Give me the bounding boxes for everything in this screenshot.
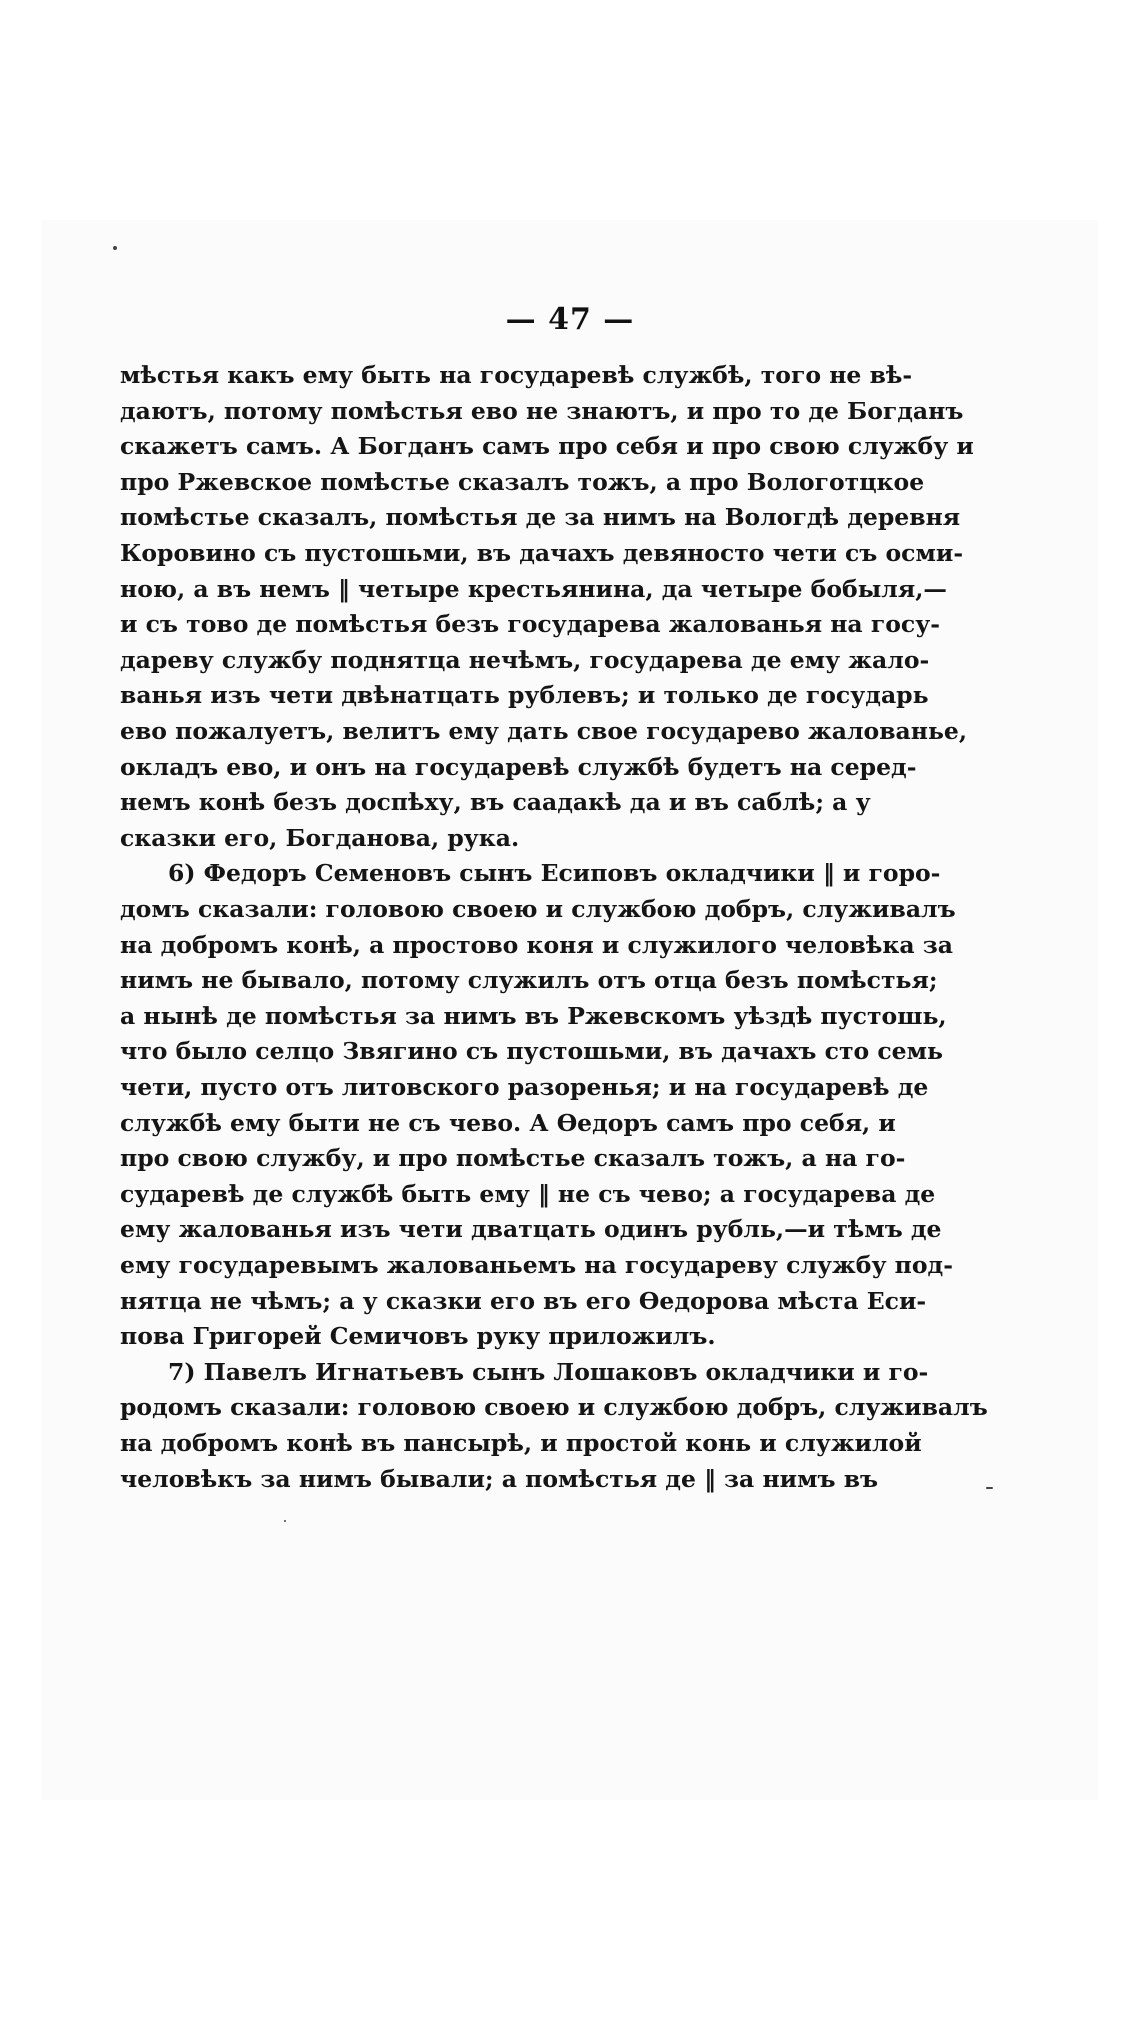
text-line: нятца не чѣмъ; а у сказки его въ его Ѳедорова мѣста Еси- — [120, 1287, 927, 1315]
text-line: дареву службу поднятца нечѣмъ, государева де ему жало- — [120, 646, 930, 674]
text-line: родомъ сказали: головою своею и службою добръ, служивалъ — [120, 1393, 988, 1421]
text-line: пова Григорей Семичовъ руку приложилъ. — [120, 1322, 716, 1350]
text-line: человѣкъ за нимъ бывали; а помѣстья де ‖ за нимъ въ — [120, 1465, 879, 1493]
text-line: ною, а въ немъ ‖ четыре крестьянина, да четыре бобыля,— — [120, 575, 947, 603]
scan-speck — [113, 246, 117, 250]
text-line: и съ тово де помѣстья безъ государева жалованья на госу- — [120, 610, 941, 638]
text-line: 6) Федоръ Семеновъ сынъ Есиповъ окладчики ‖ и горо- — [168, 859, 941, 887]
text-line: чети, пусто отъ литовского разоренья; и на государевѣ де — [120, 1073, 929, 1101]
text-line: про Ржевское помѣстье сказалъ тожъ, а про Вологотцкое — [120, 468, 925, 496]
text-line: на добромъ конѣ въ пансырѣ, и простой конь и служилой — [120, 1429, 922, 1457]
text-line: на добромъ конѣ, а простово коня и служилого человѣка за — [120, 931, 953, 959]
text-line: нимъ не бывало, потому служилъ отъ отца безъ помѣстья; — [120, 966, 938, 994]
scan-speck — [284, 1520, 286, 1522]
text-line: окладъ ево, и онъ на государевѣ службѣ будетъ на серед- — [120, 753, 917, 781]
text-line: ванья изъ чети двѣнатцать рублевъ; и только де государь — [120, 681, 929, 709]
text-line: домъ сказали: головою своею и службою добръ, служивалъ — [120, 895, 956, 923]
text-line: что было селцо Звягино съ пустошьми, въ дачахъ сто семь — [120, 1037, 943, 1065]
text-line: ево пожалуетъ, велитъ ему дать свое государево жалованье, — [120, 717, 968, 745]
text-line: ему государевымъ жалованьемъ на государеву службу под- — [120, 1251, 953, 1279]
text-line: помѣстье сказалъ, помѣстья де за нимъ на Вологдѣ деревня — [120, 503, 961, 531]
text-line: службѣ ему быти не съ чево. А Ѳедоръ самъ про себя, и — [120, 1109, 896, 1137]
text-line: 7) Павелъ Игнатьевъ сынъ Лошаковъ окладчики и го- — [168, 1358, 929, 1386]
text-line: про свою службу, и про помѣстье сказалъ тожъ, а на го- — [120, 1144, 906, 1172]
text-line: Коровино съ пустошьми, въ дачахъ девяносто чети съ осми- — [120, 539, 964, 567]
text-line: даютъ, потому помѣстья ево не знаютъ, и про то де Богданъ — [120, 397, 964, 425]
text-line: мѣстья какъ ему быть на государевѣ службѣ, того не вѣ- — [120, 361, 913, 389]
text-line: сказки его, Богданова, рука. — [120, 824, 520, 852]
page-number: — 47 — — [505, 302, 635, 337]
text-line: немъ конѣ безъ доспѣху, въ саадакѣ да и въ саблѣ; а у — [120, 788, 871, 816]
scan-speck — [986, 1487, 993, 1489]
text-line: ему жалованья изъ чети дватцать одинъ рубль,—и тѣмъ де — [120, 1215, 942, 1243]
text-line: а нынѣ де помѣстья за нимъ въ Ржевскомъ уѣздѣ пустошь, — [120, 1002, 947, 1030]
text-line: скажетъ самъ. А Богданъ самъ про себя и про свою службу и — [120, 432, 974, 460]
text-line: сударевѣ де службѣ быть ему ‖ не съ чево; а государева де — [120, 1180, 936, 1208]
